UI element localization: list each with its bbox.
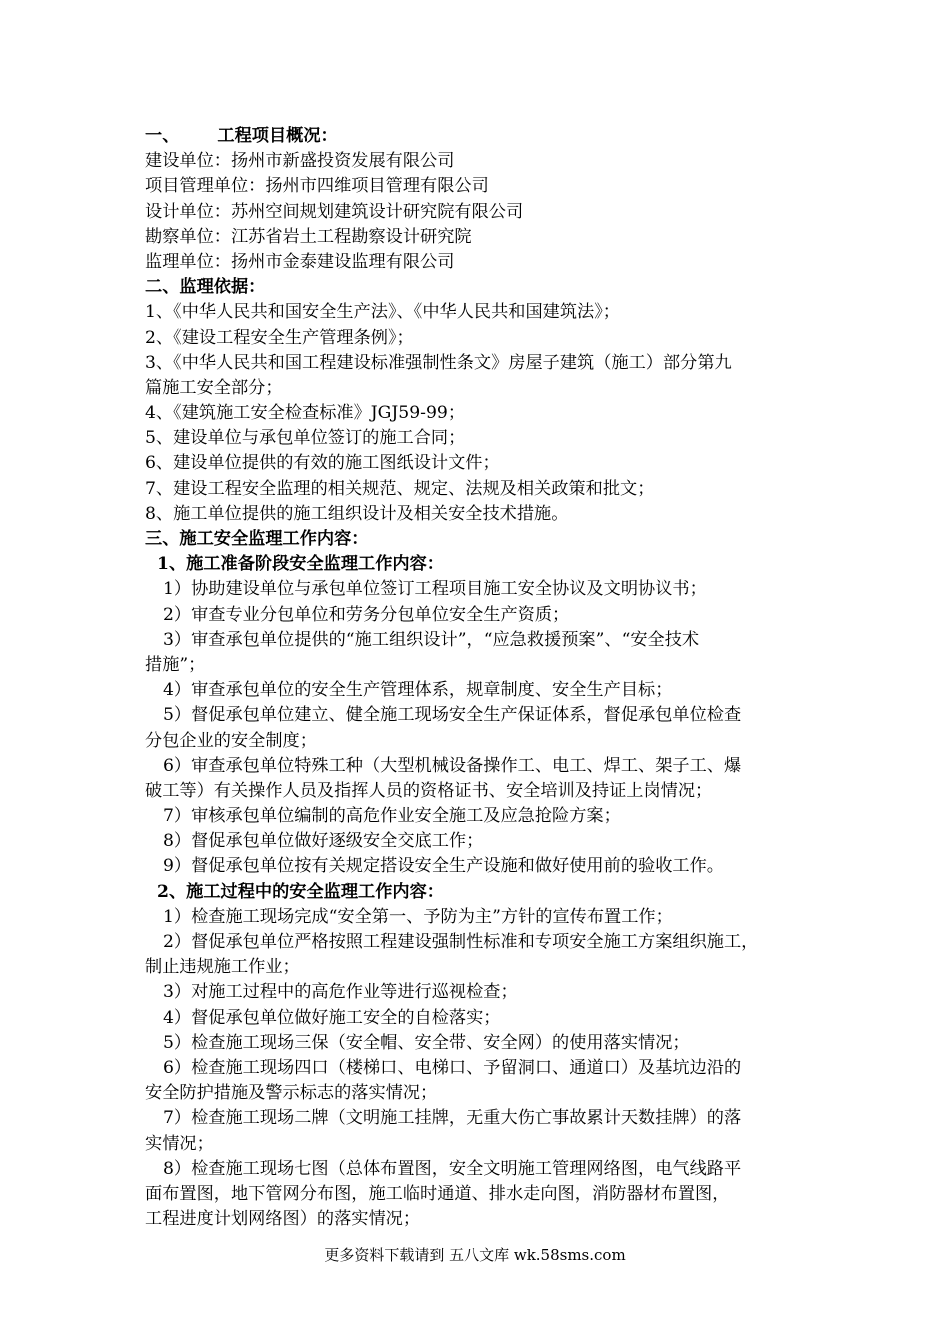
subsection-1-heading: 1、施工准备阶段安全监理工作内容： [157,554,444,575]
prep-item-continuation: 分包企业的安全制度； [145,730,317,751]
basis-line: 篇施工安全部分； [145,377,283,398]
project-line: 设计单位：苏州空间规划建筑设计研究院有限公司 [145,201,524,222]
project-line: 监理单位：扬州市金泰建设监理有限公司 [145,251,455,272]
basis-line: 6、建设单位提供的有效的施工图纸设计文件； [145,453,500,474]
basis-line: 2、《建设工程安全生产管理条例》； [145,327,414,348]
document-body [145,124,825,1232]
prep-item-line: 1）协助建设单位与承包单位签订工程项目施工安全协议及文明协议书； [163,579,707,600]
prep-item-continuation: 措施”； [145,654,206,675]
process-item-line: 4）督促承包单位做好施工安全的自检落实； [163,1007,501,1028]
prep-item-line: 8）督促承包单位做好逐级安全交底工作； [163,831,484,852]
process-item-continuation: 安全防护措施及警示标志的落实情况； [145,1083,438,1104]
prep-item-line: 4）审查承包单位的安全生产管理体系，规章制度、安全生产目标； [163,680,673,701]
process-item-continuation: 制止违规施工作业； [145,957,300,978]
subsection-2-heading: 2、施工过程中的安全监理工作内容： [157,881,444,902]
prep-item-line: 7）审核承包单位编制的高危作业安全施工及应急抢险方案； [163,806,621,827]
project-line: 建设单位：扬州市新盛投资发展有限公司 [145,151,455,172]
basis-line: 3、《中华人民共和国工程建设标准强制性条文》房屋子建筑（施工）部分第九 [145,352,732,373]
section-2-heading: 二、监理依据： [145,277,266,298]
prep-item-line: 2）审查专业分包单位和劳务分包单位安全生产资质； [163,604,570,625]
process-item-line: 7）检查施工现场二牌（文明施工挂牌，无重大伤亡事故累计天数挂牌）的落 [163,1108,742,1129]
prep-item-line: 3）审查承包单位提供的“施工组织设计”，“应急救援预案”、“安全技术 [163,629,700,650]
section-1-heading [145,124,825,149]
process-item-line: 8）检查施工现场七图（总体布置图，安全文明施工管理网络图，电气线路平 [163,1158,742,1179]
process-item-line: 3）对施工过程中的高危作业等进行巡视检查； [163,982,518,1003]
process-item-continuation: 面布置图，地下管网分布图，施工临时通道、排水走向图，消防器材布置图， [145,1183,730,1204]
basis-line: 8、施工单位提供的施工组织设计及相关安全技术措施。 [145,503,569,524]
basis-line: 1、《中华人民共和国安全生产法》、《中华人民共和国建筑法》； [145,302,620,323]
prep-item-line: 9）督促承包单位按有关规定搭设安全生产设施和做好使用前的验收工作。 [163,856,724,877]
basis-line: 4、《建筑施工安全检查标准》JGJ59-99； [145,403,466,424]
footer-download-note: 更多资料下载请到 五八文库 wk.58sms.com [324,1246,626,1264]
process-item-line: 6）检查施工现场四口（楼梯口、电梯口、予留洞口、通道口）及基坑边沿的 [163,1057,742,1078]
process-item-line: 1）检查施工现场完成“安全第一、予防为主”方针的宣传布置工作； [163,906,673,927]
process-item-line: 5）检查施工现场三保（安全帽、安全带、安全网）的使用落实情况； [163,1032,690,1053]
project-line: 勘察单位：江苏省岩土工程勘察设计研究院 [145,226,472,247]
basis-line: 7、建设工程安全监理的相关规范、规定、法规及相关政策和批文； [145,478,655,499]
prep-item-continuation: 破工等）有关操作人员及指挥人员的资格证书、安全培训及持证上岗情况； [145,780,713,801]
prep-item-line: 6）审查承包单位特殊工种（大型机械设备操作工、电工、焊工、架子工、爆 [163,755,742,776]
section-3-heading: 三、施工安全监理工作内容： [145,529,369,549]
process-item-continuation: 工程进度计划网络图）的落实情况； [145,1209,421,1230]
project-line: 项目管理单位：扬州市四维项目管理有限公司 [145,176,489,197]
basis-line: 5、建设单位与承包单位签订的施工合同； [145,428,466,449]
process-item-line: 2）督促承包单位严格按照工程建设强制性标准和专项安全施工方案组织施工， [163,932,759,952]
section-1-title: 工程项目概况： [217,126,338,146]
process-item-continuation: 实情况； [145,1133,214,1154]
section-1-number: 一、 [145,126,180,146]
prep-item-line: 5）督促承包单位建立、健全施工现场安全生产保证体系，督促承包单位检查 [163,705,742,726]
